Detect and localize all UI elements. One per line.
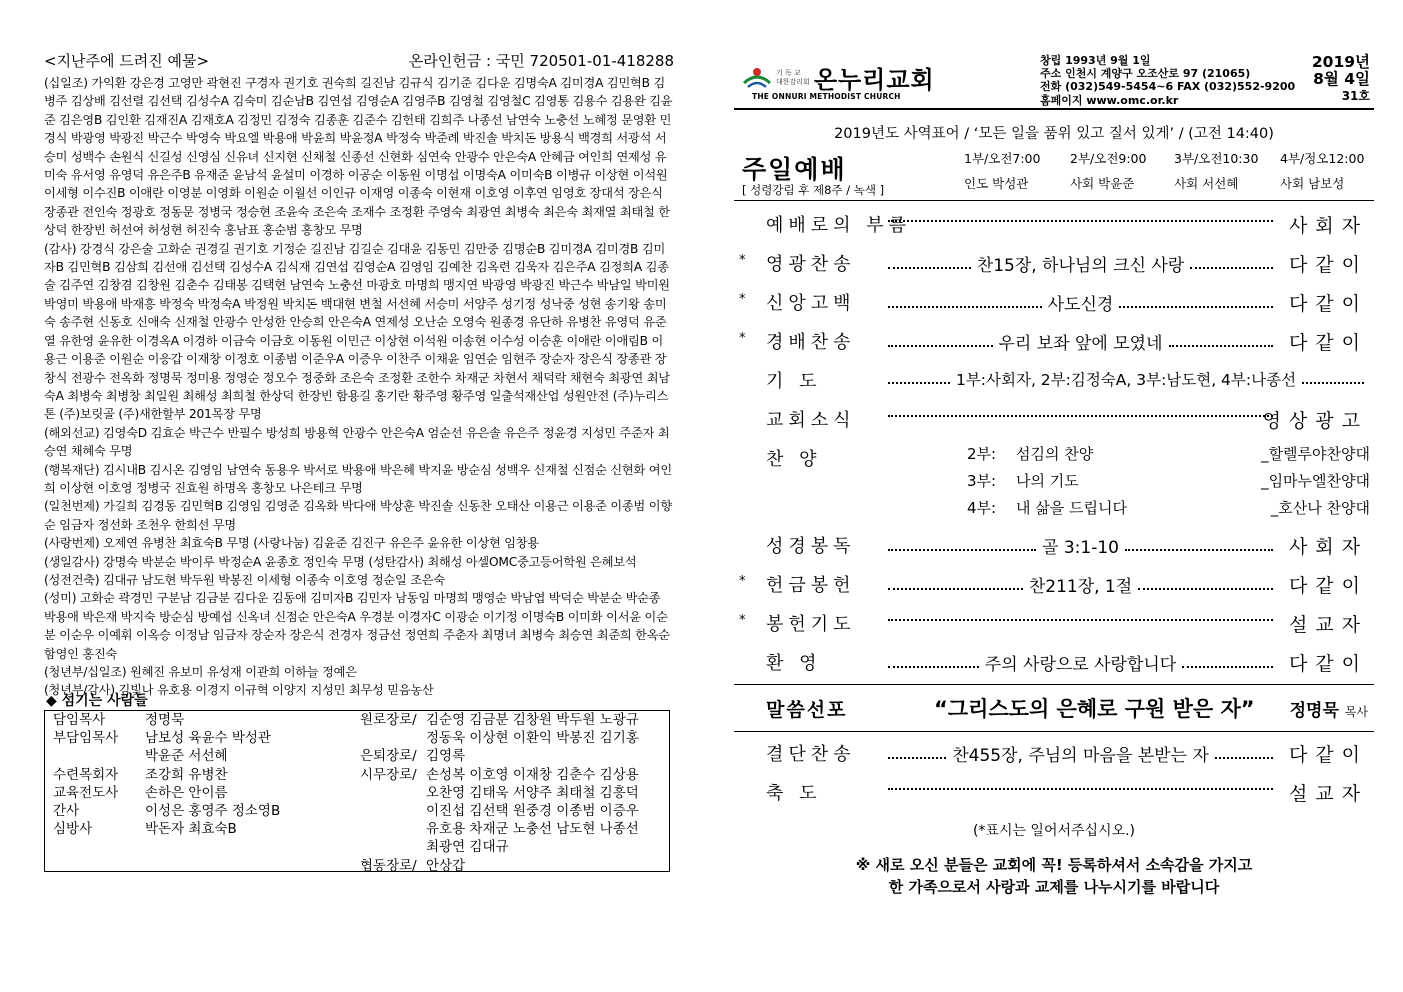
stand-mark: * (739, 574, 746, 589)
order-leader: 다같이 (1288, 653, 1368, 675)
order-leader: 설교자 (1288, 783, 1368, 805)
order-content (882, 368, 1370, 390)
server-row (360, 802, 670, 820)
worship-header (734, 146, 1374, 200)
server-names: 최광연 김대규 (426, 839, 509, 856)
order-leader: 설교자 (1288, 614, 1368, 636)
order-label: 교회소식 (766, 410, 856, 431)
server-names: 이성은 홍영주 정소영B (145, 803, 281, 820)
anthem-service: 2부: (967, 445, 997, 463)
server-role: 교육전도사 (53, 784, 119, 801)
server-names: 조강희 유병찬 (145, 766, 228, 783)
offering-category: (청년부/십일조) 원혜진 유보미 유성재 이관희 이하늘 정예은 (44, 665, 357, 679)
server-role: 간사 (53, 803, 80, 820)
service-3: 3부/오전10:30 사회 서선혜 (1174, 151, 1259, 191)
choir-anthem (734, 466, 1374, 493)
order-label: 성경봉독 (766, 536, 856, 557)
church-logo-icon (742, 63, 770, 93)
order-label: 영광찬송 (766, 254, 856, 275)
masthead (734, 50, 1374, 108)
server-names: 정명묵 (145, 712, 185, 728)
order-label: 결단찬송 (766, 744, 856, 765)
server-role: 은퇴장로/ (360, 748, 417, 765)
stand-mark: * (739, 292, 746, 307)
service-1: 1부/오전7:00 인도 박성관 (964, 151, 1041, 191)
order-content (882, 329, 1279, 354)
order-detail: 우리 보좌 앞에 모였네 (998, 334, 1163, 354)
order-label: 예배로의 부름 (766, 215, 912, 236)
order-content (882, 650, 1279, 675)
server-names: 박돈자 최효숙B (145, 821, 237, 838)
anthem-title: 내 삶을 드립니다 (1016, 499, 1127, 517)
worship-title: 주일예배 (742, 155, 847, 184)
bulletin-date (1312, 54, 1370, 105)
order-leader: 다같이 (1288, 575, 1368, 597)
server-row (360, 729, 670, 747)
choir-anthem (734, 439, 1374, 466)
offering-header (44, 50, 674, 71)
server-role (360, 729, 426, 747)
service-2: 2부/오전9:00 사회 박윤준 (1070, 151, 1147, 191)
order-item (734, 604, 1374, 643)
online-account: 온라인헌금 : 국민 720501-01-418288 (408, 52, 674, 70)
sermon (734, 684, 1374, 732)
church-logo (742, 60, 935, 101)
order-leader: 다같이 (1288, 744, 1368, 766)
server-role: 심방사 (53, 821, 93, 838)
server-names: 손성복 이호영 이재창 김춘수 김상용 (426, 766, 639, 783)
server-role (53, 747, 145, 765)
offering-category: (감사) 강경식 강은술 고화순 권경길 권기호 기정순 길진남 김길순 김대윤 김동민 김만중 김명순B 김미경A 김미경B 김미자B 김민혁B 김삼희 김선애 김선택 김성수A 김식재 김연섭 김영순A 김영임 김예찬 김옥련 김욱자 김은주A 김정희A 김종술 김주연 김창겸 김창원 김춘수 김태봉 김택현 남연숙 노충선 마광호 마명희 맹지연 박광영 박광진 박근수 박남일 박미원 박영미 박용애 박재흥 박정숙 박정숙A 박정원 박치돈 백대현 변철 서선혜 서승미 서양주 성기정 성낙중 성현 송기왕 송미숙 송주현 신동호 신애숙 신재철 안광수 안성한 안승희 안은숙A 연제성 오난순 오영숙 원종경 유단하 유병찬 유영덕 유준열 유한영 윤유한 이경옥A 이경하 이금숙 이금호 이동원 이민근 이상현 이석원 이송현 이수성 이승훈 이애란 이애림B 이용근 이용준 이원순 이응갑 이재창 이정호 이종범 이준우A 이증우 이찬주 이채윤 임연순 임현주 장순자 장은식 장종관 장창식 전광수 전옥화 정명묵 정미용 정영순 정오수 정중화 조은숙 조정환 조한수 차재군 차현서 채덕락 채현숙 최광연 최남숙A 최병숙 최병창 최일원 최해성 최희철 한상덕 한장빈 함용길 홍기란 황주영 황주영 일출석재산업 성원안전 (주)누리스톤 (주)보릿골 (주)새한할부 201목장 무명 (44, 241, 670, 422)
order-content (882, 572, 1279, 597)
church-denomination: 기 독 교 대한감리회 (776, 68, 810, 86)
offering-category: (성미) 고화순 곽경민 구분남 김금분 김다운 김동애 김미자B 김민자 남동임 마명희 맹영순 박남엽 박덕순 박분순 박순종 박용애 박은재 박지숙 방순심 방예섭 신옥녀 신점순 안은숙A 우경분 이경자C 이광순 이기정 이명숙B 이미화 이서윤 이순분 이순우 이예휘 이옥승 이정남 임금자 장순자 장은식 전경자 정금선 정연희 주춘자 최명녀 최병숙 최승연 최준희 한옥순 함영인 홍진숙 (44, 591, 670, 661)
order-of-worship (734, 205, 1374, 812)
servers-box (44, 710, 670, 872)
sermon-preacher: 정명묵 목사 (1289, 701, 1368, 721)
server-role: 협동장로/ (360, 857, 417, 874)
worship-season: [ 성령강림 후 제8주 / 녹색 ] (742, 183, 885, 197)
offering-section (44, 50, 674, 700)
order-item (734, 283, 1374, 322)
server-names: 정동욱 이상현 이환익 박봉진 김기홍 (426, 730, 639, 747)
order-label: 헌금봉헌 (766, 575, 856, 596)
server-names: 박윤준 서선혜 (145, 748, 228, 765)
welcome-message: ※ 새로 오신 분들은 교회에 꼭! 등록하셔서 소속감을 가지고 한 가족으로서 사랑과 교제를 나누시기를 바랍니다 (855, 856, 1253, 896)
server-role: 담임목사 (53, 712, 106, 728)
order-item (734, 244, 1374, 283)
server-role (360, 820, 426, 838)
order-item (734, 773, 1374, 812)
anthem-choir: _할렐루야찬양대 (1261, 445, 1370, 463)
server-names: 남보성 육윤수 박성관 (145, 730, 271, 747)
stand-mark: * (739, 331, 746, 346)
servers-title: ◆ 섬기는 사람들 (46, 690, 152, 711)
offering-category: (십일조) 가익환 강은경 고영만 곽현진 구경자 권기호 권숙희 길진남 김규식 김기준 김다운 김명숙A 김미경A 김민혁B 김병주 김상배 김선렬 김선택 김성수A 김숙미 김순남B 김연섭 김영순A 김영주B 김영철 김영철C 김영통 김용수 김용완 김윤준 김은영B 김인환 김재진A 김재호A 김정민 김정숙 김종훈 김준수 김헌태 김희주 나종선 남연숙 노충선 노혜정 문영환 민경식 박광영 박광진 박근수 박영숙 박요엘 박용애 박윤희 박윤정A 박정숙 박준례 박진솔 박치돈 방용식 백경희 서광석 서승미 성백수 손원식 신길성 신영심 신유녀 신지현 신채철 신종선 신현화 심연숙 안광수 안은숙A 안혜금 여인희 연제성 유미숙 유서영 유영덕 유은주B 유재준 윤남석 윤설미 이경하 이공순 이동원 이명섭 이명숙A 이미숙B 이병규 이상현 이석원 이세형 이수진B 이애란 이영분 이영화 이원순 이월선 이인규 이재영 이종숙 이현재 이호영 이후연 임영호 장대석 장은식 장종관 전인숙 정광호 정동문 정병국 정승현 조윤숙 조은숙 조재수 조정환 주영숙 최광연 최병숙 최은숙 최재열 최태철 한상덕 한장빈 허선여 허성현 허진숙 홍남표 홍순범 홍창모 무명 (44, 76, 673, 238)
server-row (360, 820, 670, 838)
offering-category: (성전건축) 김대규 남도현 박두원 박봉진 이세형 이종숙 이호영 정순일 조은숙 (44, 572, 445, 587)
stand-mark: * (739, 613, 746, 628)
standing-note: (*표시는 일어서주십시오.) (972, 823, 1136, 839)
bulletin-front (734, 50, 1374, 898)
order-leader: 사회자 (1288, 215, 1368, 237)
order-detail: 골 3:1-10 (1042, 538, 1119, 558)
server-row (360, 747, 670, 765)
order-detail: 주의 사랑으로 사랑합니다 (984, 655, 1177, 675)
server-role (360, 838, 426, 856)
order-item (734, 526, 1374, 565)
sermon-title: “그리스도의 은혜로 구원 받은 자” (934, 697, 1255, 721)
server-names: 오찬영 김태욱 서양주 최태철 김흥덕 (426, 784, 639, 801)
order-item (734, 205, 1374, 244)
server-names: 김순영 김금분 김창원 박두원 노광규 (426, 712, 639, 728)
order-detail: 찬15장, 하나님의 크신 사랑 (976, 256, 1185, 276)
annual-motto: 2019년도 사역표어 / ‘모든 일을 품위 있고 질서 있게’ / (고전 14:40) (834, 126, 1274, 142)
order-label: 환 영 (766, 653, 822, 674)
offering-category: (행복재단) 김시내B 김시온 김영임 남연숙 동용우 박서로 박용애 박은혜 박지윤 방순심 성백우 신재철 신점순 신현화 여인희 이상현 이호영 정병국 진효원 하명옥 홍창모 나은테크 무명 (44, 462, 672, 495)
server-row (53, 729, 353, 747)
anthem-service: 3부: (967, 472, 997, 490)
servers-section (44, 690, 674, 872)
order-label: 신앙고백 (766, 293, 856, 314)
anthem-choir: _임마누엘찬양대 (1261, 472, 1370, 490)
order-leader: 사회자 (1288, 536, 1368, 558)
offering-category: (청년부/감사) 김빛나 유호용 이경지 이규혁 이양지 지성민 최무성 믿음농산 (44, 683, 434, 698)
server-row (360, 766, 670, 784)
server-row (53, 711, 353, 729)
server-role: 시무장로/ (360, 766, 417, 783)
choir-anthem (734, 493, 1374, 520)
server-row (360, 711, 670, 729)
order-item (734, 322, 1374, 361)
offering-category: (사랑번제) 오제연 유병찬 최효숙B 무명 (사랑나눔) 김윤준 김진구 유은주 윤유한 이상현 임창용 (44, 536, 539, 551)
order-detail: 찬211장, 1절 (1028, 577, 1133, 597)
order-detail: 1부:사회자, 2부:김정숙A, 3부:남도현, 4부:나종선 (955, 371, 1297, 389)
order-item (734, 734, 1374, 773)
church-name: 온누리교회 (813, 66, 935, 94)
server-role: 원로장로/ (360, 712, 417, 728)
order-content (882, 290, 1279, 315)
server-role: 부담임목사 (53, 730, 119, 747)
order-label: 축 도 (766, 783, 822, 804)
server-role: 수련목회자 (53, 766, 119, 783)
stand-mark: * (739, 253, 746, 268)
order-leader: 다같이 (1288, 332, 1368, 354)
server-row (53, 802, 353, 820)
server-row (360, 784, 670, 802)
order-content (882, 780, 1279, 790)
order-content (882, 611, 1279, 621)
order-content (882, 212, 1279, 222)
order-content (882, 251, 1279, 276)
order-leader: 다같이 (1288, 254, 1368, 276)
order-content (882, 741, 1279, 766)
order-leader: 다같이 (1288, 293, 1368, 315)
server-row (360, 838, 670, 856)
order-item (734, 643, 1374, 682)
server-role (360, 802, 426, 820)
service-4: 4부/정오12:00 사회 남보성 (1280, 151, 1365, 191)
server-names: 안상갑 (426, 857, 466, 874)
server-row (53, 784, 353, 802)
order-detail: 찬455장, 주님의 마음을 본받는 자 (952, 746, 1209, 766)
servers-column-staff (53, 711, 353, 838)
church-info: 창립 1993년 9월 1일 주소 인천시 계양구 오조산로 97 (21065) 전화 (032)549-5454~6 FAX (032)552-9200 홈페이지 www.omc.or.kr (1040, 54, 1296, 107)
month-day: 8월 4일 (1313, 70, 1370, 88)
order-item (734, 400, 1374, 439)
server-row (53, 820, 353, 838)
offering-title: <지난주에 드려진 예물> (44, 52, 210, 70)
year: 2019년 (1311, 53, 1370, 71)
order-leader: 영상광고 (1262, 410, 1368, 432)
offering-list (44, 74, 674, 700)
sermon-label: 말씀선포 (766, 699, 848, 721)
anthem-service: 4부: (967, 499, 997, 517)
anthem-title: 섬김의 찬양 (1016, 445, 1094, 463)
issue-number: 31호 (1341, 89, 1370, 103)
offering-category: (해외선교) 김영숙D 김효순 박근수 반필수 방성희 방용혁 안광수 안은숙A 엄순선 유은솔 유은주 정윤경 지성민 주준자 최승연 채혜숙 무명 (44, 425, 670, 459)
church-english-name: THE ONNURI METHODIST CHURCH (752, 92, 901, 101)
server-row (53, 766, 353, 784)
anthem-title: 나의 기도 (1016, 472, 1079, 490)
server-names: 유호용 차재군 노충선 남도현 나종선 (426, 821, 639, 838)
order-detail: 사도신경 (1047, 295, 1114, 315)
offering-category: (일천번제) 가길희 김경동 김민혁B 김영임 김영준 김옥화 박다애 박상훈 박진솔 신동찬 오태산 이용근 이용준 이종범 이향순 임금자 정선화 조천우 한희선 무명 (44, 499, 672, 532)
server-names: 손하은 안이름 (145, 784, 228, 801)
servers-column-elders (360, 711, 670, 875)
order-item (734, 361, 1374, 400)
order-content (882, 533, 1279, 558)
offering-category: (생일감사) 강명숙 박분순 박이루 박정순A 윤종호 정인숙 무명 (성탄감사) 최해성 아셀OMC중고등어학원 은혜보석 (44, 554, 637, 569)
server-row (360, 857, 670, 875)
order-label: 봉헌기도 (766, 614, 856, 635)
order-label: 경배찬송 (766, 332, 856, 353)
order-label: 찬 양 (766, 449, 822, 470)
anthem-choir: _호산나 찬양대 (1270, 499, 1370, 517)
order-content (882, 407, 1279, 417)
server-role (360, 784, 426, 802)
server-names: 김영록 (426, 748, 466, 765)
order-item (734, 565, 1374, 604)
order-label: 기 도 (766, 371, 822, 392)
server-row (53, 747, 353, 765)
server-names: 이진섭 김선택 원중경 이종범 이증우 (426, 803, 639, 820)
